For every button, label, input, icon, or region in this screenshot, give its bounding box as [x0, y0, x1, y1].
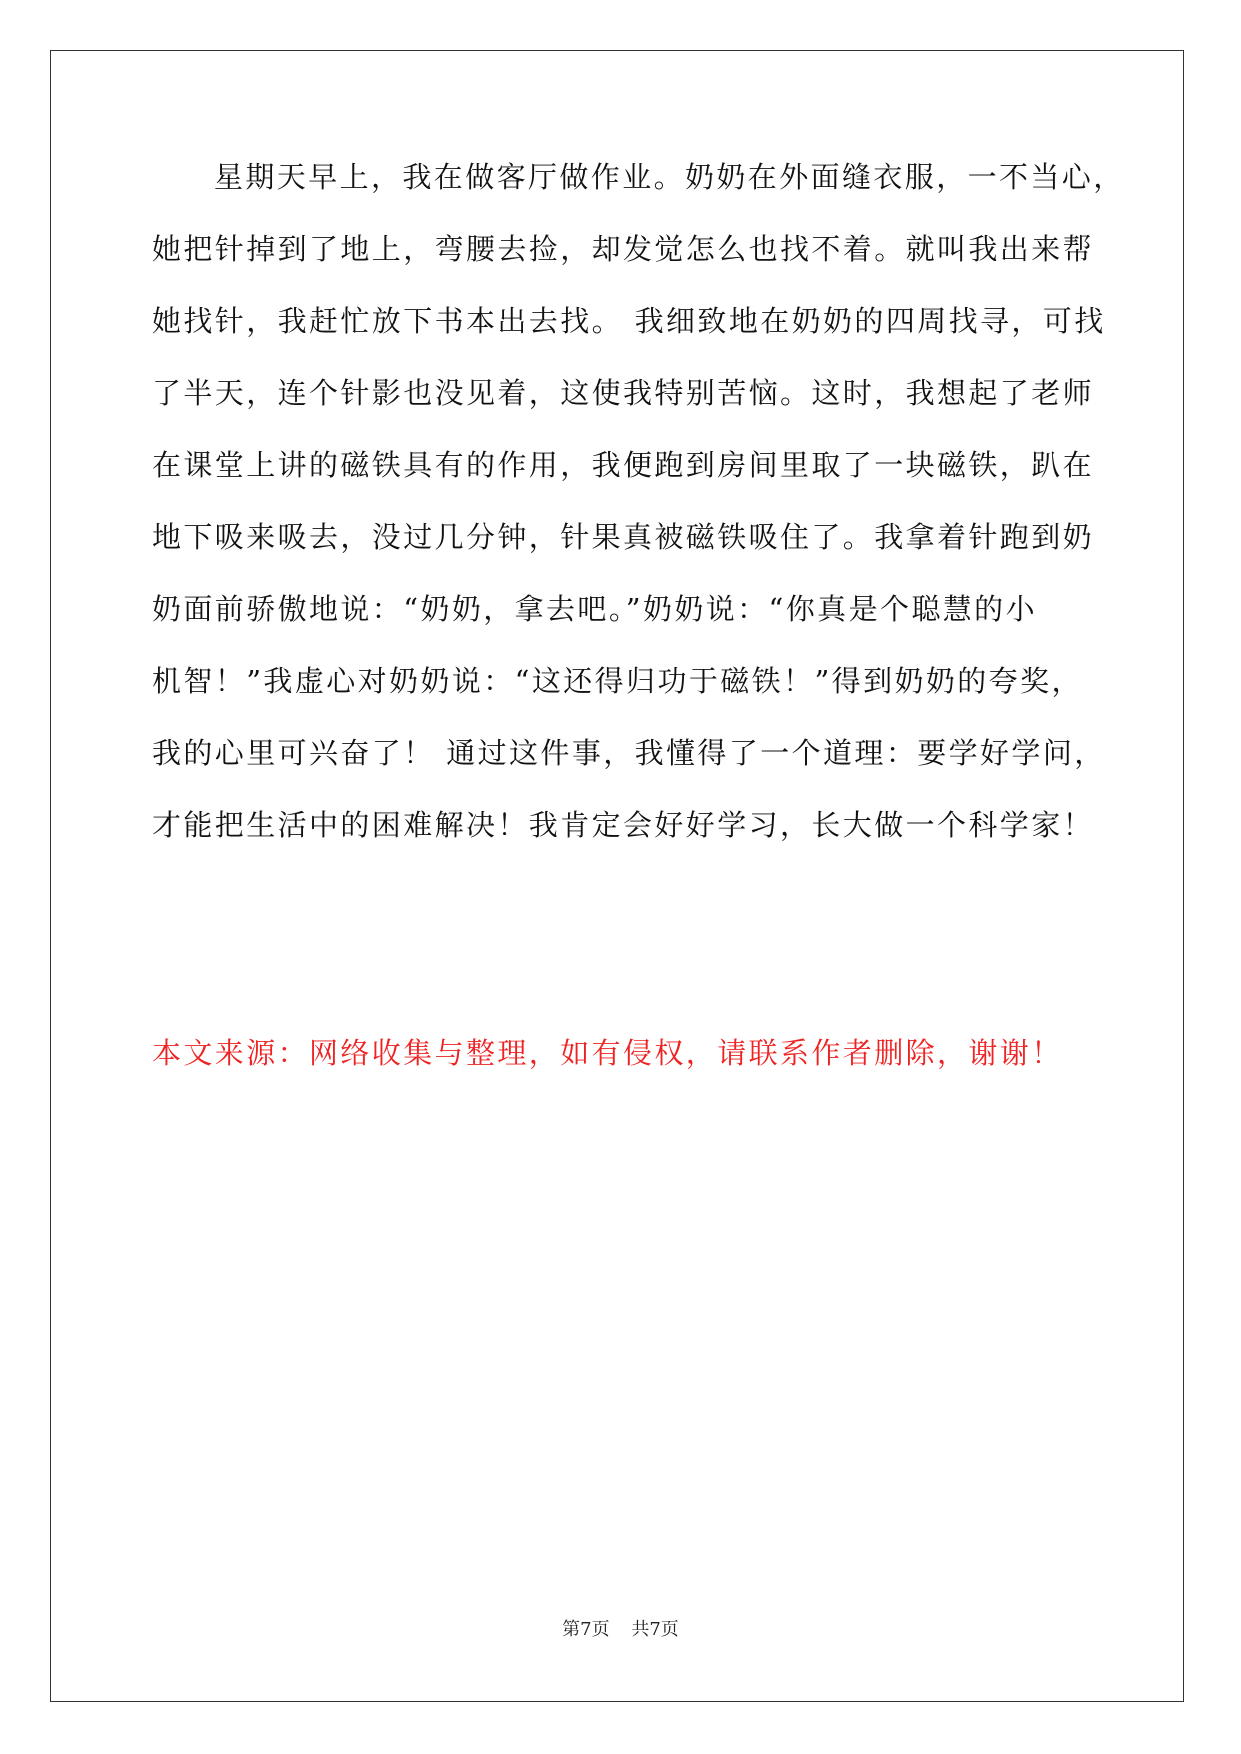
- paragraph-line: 机智！”我虚心对奶奶说：“这还得归功于磁铁！”得到奶奶的夸奖，: [152, 664, 1083, 698]
- paragraph-line: 奶面前骄傲地说：“奶奶，拿去吧。”奶奶说：“你真是个聪慧的小: [152, 592, 1037, 626]
- paragraph-line: 星期天早上，我在做客厅做作业。奶奶在外面缝衣服，一不当心，: [214, 160, 1125, 194]
- page-border: [50, 50, 1184, 1702]
- page-footer: [0, 1615, 1241, 1641]
- paragraph-line: 地下吸来吸去，没过几分钟，针果真被磁铁吸住了。我拿着针跑到奶: [152, 520, 1095, 554]
- paragraph-line: 在课堂上讲的磁铁具有的作用，我便跑到房间里取了一块磁铁，趴在: [152, 448, 1095, 482]
- current-page-number: 第7页: [562, 1619, 610, 1640]
- paragraph-line: 我的心里可兴奋了！ 通过这件事，我懂得了一个道理：要学好学问，: [152, 736, 1106, 770]
- total-page-count: 共7页: [631, 1619, 679, 1640]
- source-notice: 本文来源：网络收集与整理，如有侵权，请联系作者删除，谢谢！: [152, 1036, 1063, 1070]
- paragraph-line: 了半天，连个针影也没见着，这使我特别苦恼。这时，我想起了老师: [152, 376, 1095, 410]
- paragraph-line: 她找针，我赶忙放下书本出去找。 我细致地在奶奶的四周找寻，可找: [152, 304, 1106, 338]
- paragraph-line: 才能把生活中的困难解决！我肯定会好好学习，长大做一个科学家！: [152, 808, 1095, 842]
- paragraph-line: 她把针掉到了地上，弯腰去捡，却发觉怎么也找不着。就叫我出来帮: [152, 232, 1095, 266]
